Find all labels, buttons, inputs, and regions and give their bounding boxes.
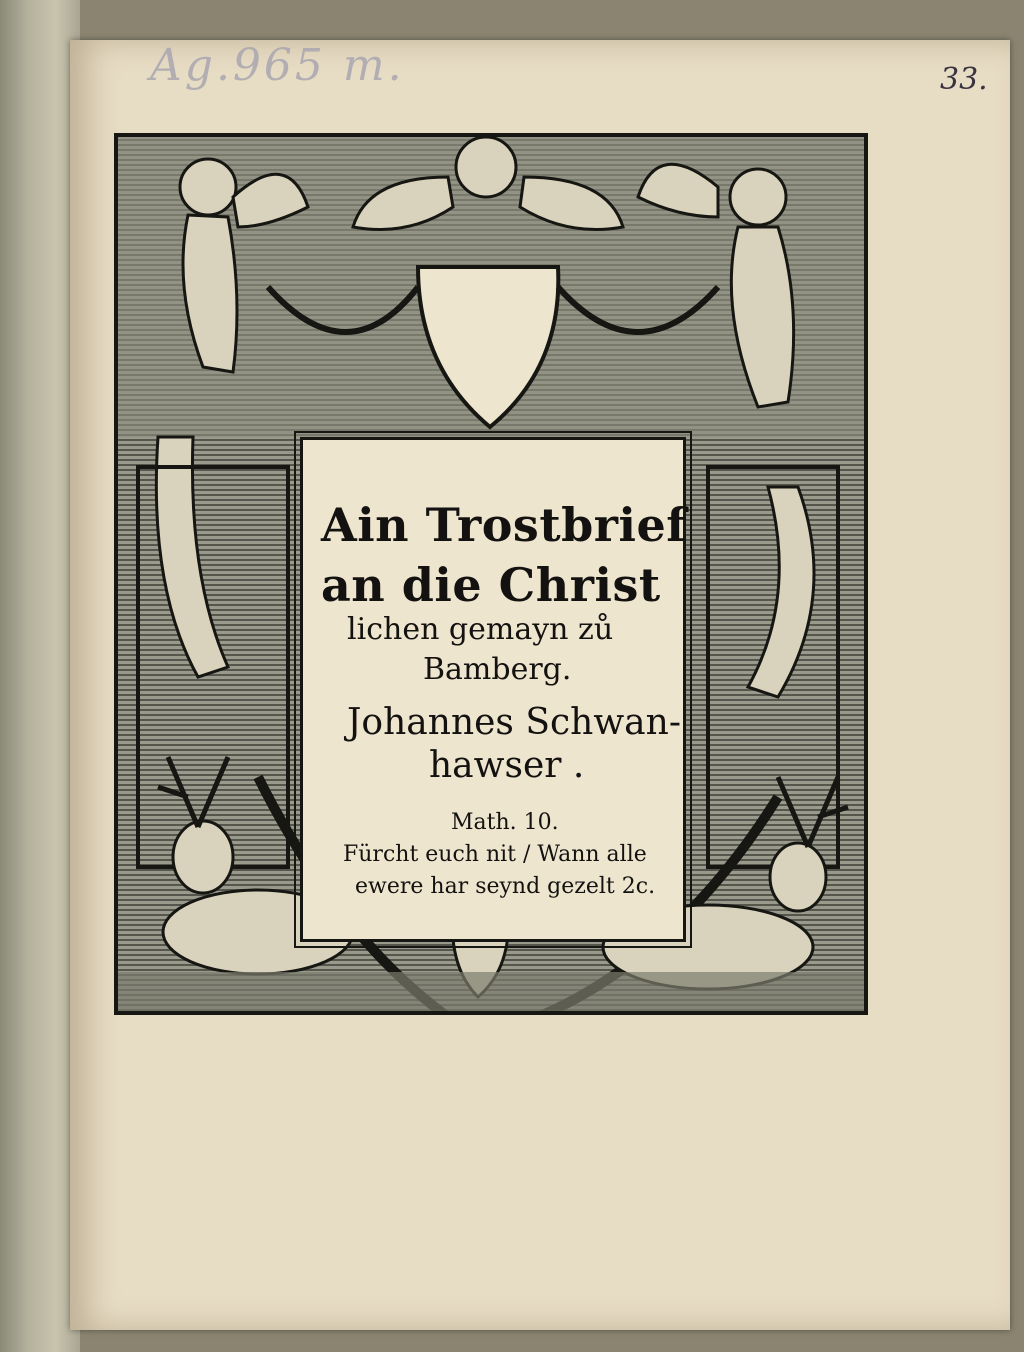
author-line-2: hawser . [429,745,585,786]
motto-line-2: ewere har seynd gezelt 2c. [355,874,656,899]
title-line-3: lichen gemayn zů [347,612,614,647]
title-line-2: an die Christ [321,558,661,612]
book-spine [0,0,80,1352]
shelfmark-annotation: Ag.965 m. [150,40,405,91]
horn-right [748,487,814,697]
motto-line-1: Fürcht euch nit / Wann alle [343,842,647,867]
horn-left [156,437,228,677]
motto-reference: Math. 10. [451,810,559,835]
title-text-panel [300,437,686,942]
title-line-4: Bamberg. [423,652,572,687]
folio-number: 33. [940,62,988,97]
author-line-1: Johannes Schwan- [347,702,681,743]
title-line-1: Ain Trostbrief [321,498,687,552]
